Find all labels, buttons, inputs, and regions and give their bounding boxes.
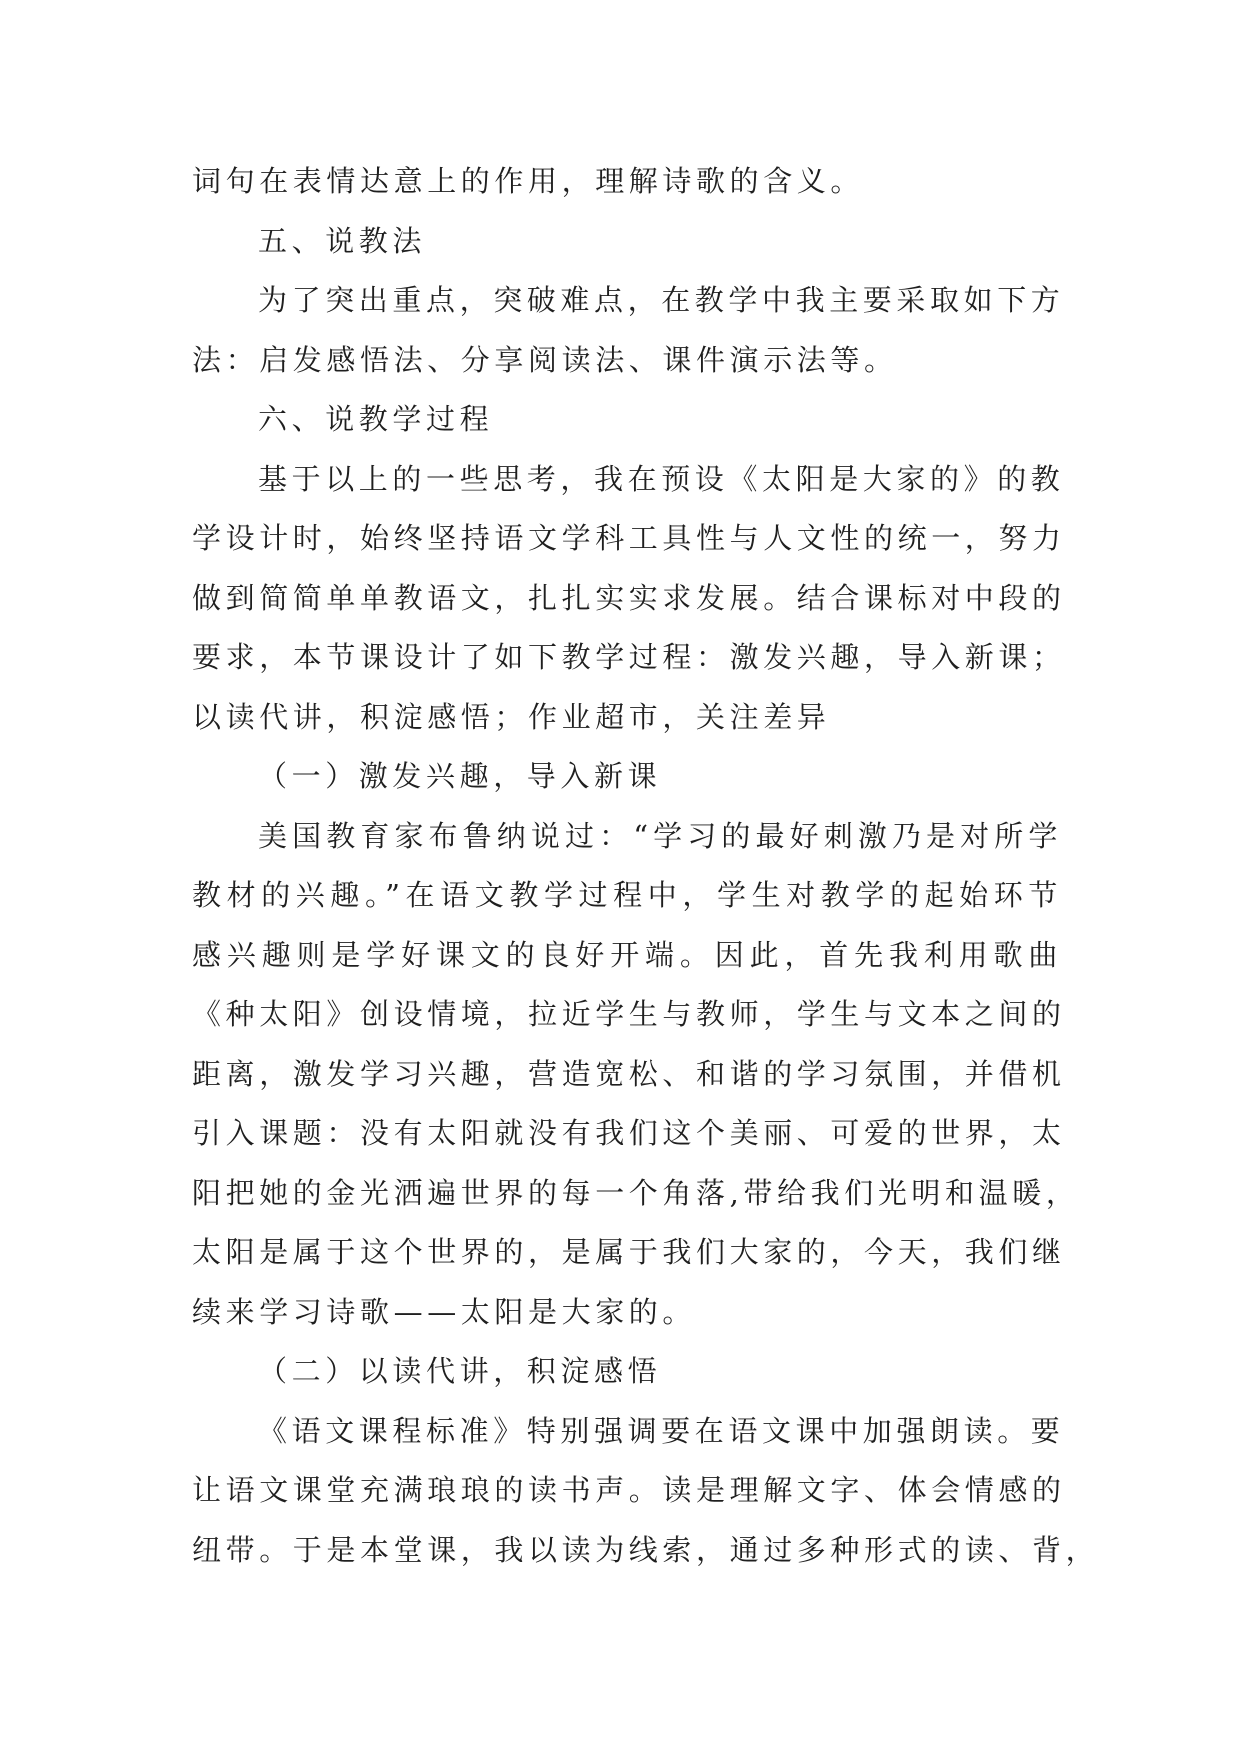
text-line: 续来学习诗歌——太阳是大家的。 <box>192 1294 697 1329</box>
text-line: 词句在表情达意上的作用，理解诗歌的含义。 <box>192 164 865 198</box>
text-line: 《语文课程标准》特别强调要在语文课中加强朗读。要 <box>258 1413 1065 1448</box>
section-heading: 五、说教法 <box>258 223 427 258</box>
section-heading: 六、说教学过程 <box>258 402 494 436</box>
text-line: 纽带。于是本堂课，我以读为线索，通过多种形式的读、背， <box>192 1532 1100 1567</box>
subsection-heading: （一）激发兴趣，导入新课 <box>258 759 662 793</box>
text-line: 为了突出重点，突破难点，在教学中我主要采取如下方 <box>258 283 1065 317</box>
text-line: 做到简简单单教语文，扎扎实实求发展。结合课标对中段的 <box>192 580 1066 615</box>
text-line: 以读代讲，积淀感悟；作业超市，关注差异 <box>192 699 831 734</box>
text-line: 《种太阳》创设情境，拉近学生与教师，学生与文本之间的 <box>192 997 1066 1031</box>
text-line: 基于以上的一些思考，我在预设《太阳是大家的》的教 <box>258 461 1065 496</box>
document-body <box>192 152 1100 1580</box>
text-line: 教材的兴趣。”在语文教学过程中，学生对教学的起始环节 <box>192 878 1062 912</box>
text-line: 法：启发感悟法、分享阅读法、课件演示法等。 <box>192 342 898 377</box>
text-line: 距离，激发学习兴趣，营造宽松、和谐的学习氛围，并借机 <box>192 1056 1066 1091</box>
subsection-heading: （二）以读代讲，积淀感悟 <box>258 1354 662 1388</box>
text-line: 要求，本节课设计了如下教学过程：激发兴趣，导入新课； <box>192 640 1066 674</box>
text-line: 阳把她的金光洒遍世界的每一个角落,带给我们光明和温暖， <box>192 1175 1080 1210</box>
text-line: 让语文课堂充满琅琅的读书声。读是理解文字、体会情感的 <box>192 1473 1066 1507</box>
text-line: 学设计时，始终坚持语文学科工具性与人文性的统一，努力 <box>192 521 1066 555</box>
text-line: 引入课题：没有太阳就没有我们这个美丽、可爱的世界，太 <box>192 1116 1066 1150</box>
text-line: 太阳是属于这个世界的，是属于我们大家的，今天，我们继 <box>192 1235 1066 1269</box>
text-line: 感兴趣则是学好课文的良好开端。因此，首先我利用歌曲 <box>192 937 1062 972</box>
text-line: 美国教育家布鲁纳说过：“学习的最好刺激乃是对所学 <box>258 818 1062 853</box>
